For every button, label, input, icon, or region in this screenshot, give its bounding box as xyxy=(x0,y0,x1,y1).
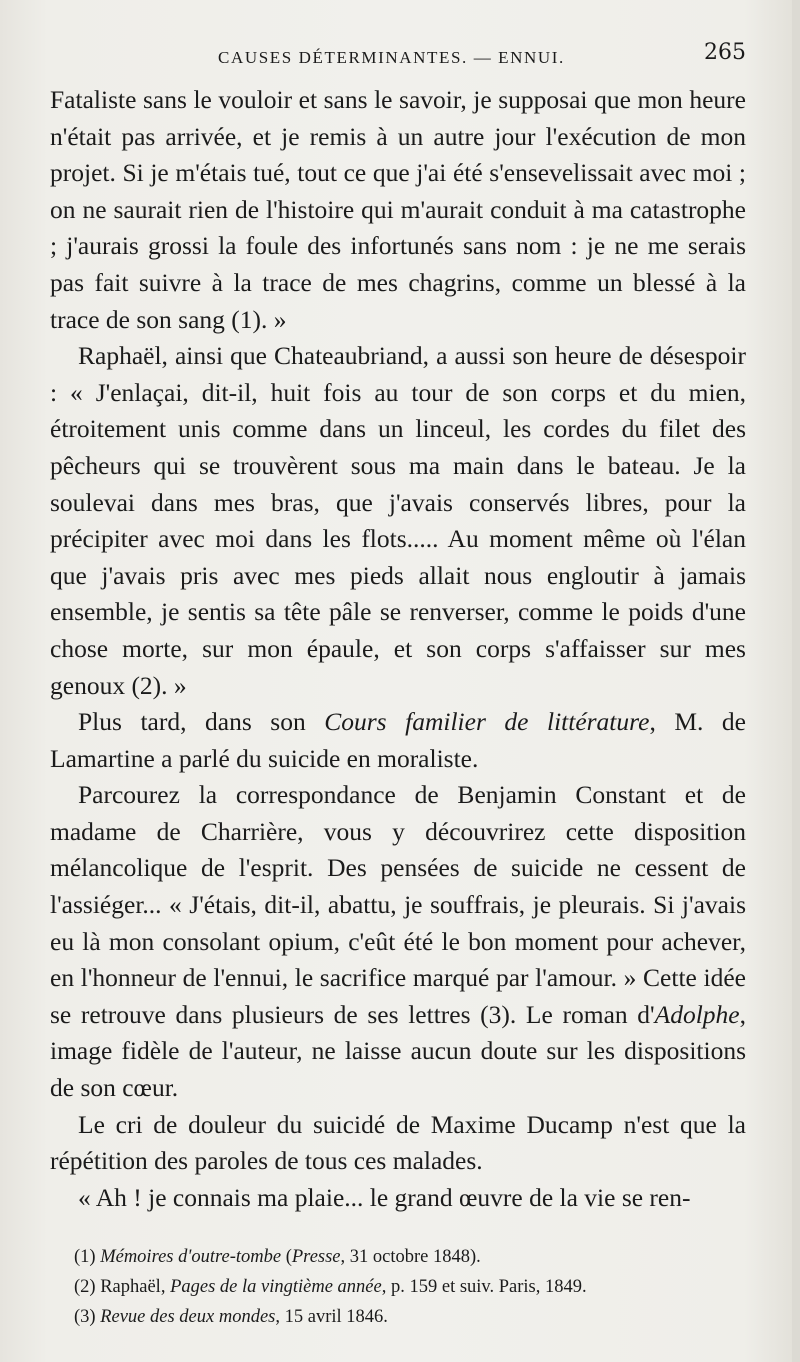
body-text xyxy=(50,82,746,1216)
paragraph: « Ah ! je connais ma plaie... le grand œuvre de la vie se ren- xyxy=(78,1182,691,1212)
paragraph: Plus tard, dans son Cours familier de littérature, M. de Lamartine a parlé du suicide en moraliste. xyxy=(50,707,746,773)
italic-title: Cours familier de littérature xyxy=(324,707,650,737)
footnote: (2) Raphaël, Pages de la vingtième année, p. 159 et suiv. Paris, 1849. xyxy=(74,1277,587,1297)
page-number: 265 xyxy=(704,40,746,65)
paragraph: Le cri de douleur du suicidé de Maxime Ducamp n'est que la répétition des paroles de tous ces malades. xyxy=(50,1109,746,1176)
paragraph: Fataliste sans le vouloir et sans le savoir, je supposai que mon heure n'était pas arrivée, et je remis à un autre jour l'exécution de mon projet. Si je m'étais tué, tout ce que j'ai été s'ensevelissait avec moi ; on ne saurait rien de l'histoire qui m'aurait conduit à ma catastrophe ; j'aurais grossi la foule des infortunés sans nom : je ne me serais pas fait suivre à la trace de mes chagrins, comme un blessé à la trace de son sang (1). » xyxy=(50,85,746,334)
footnote: (3) Revue des deux mondes, 15 avril 1846. xyxy=(74,1307,388,1327)
footnote: (1) Mémoires d'outre-tombe (Presse, 31 octobre 1848). xyxy=(74,1247,481,1267)
italic-title: Adolphe xyxy=(654,999,740,1029)
running-title: CAUSES DÉTERMINANTES. — ENNUI. xyxy=(218,48,565,67)
page-header xyxy=(50,40,746,74)
paragraph: Raphaël, ainsi que Chateaubriand, a aussi son heure de désespoir : « J'enlaçai, dit-il, huit fois au tour de son corps et du mien, étroitement unis comme dans un linceul, les cordes du filet des pêcheurs qui se trouvèrent sous ma main dans le bateau. Je la soulevai dans mes bras, que j'avais conservés libres, pour la précipiter avec moi dans les flots..... Au moment même où l'élan que j'avais pris avec mes pieds allait nous engloutir à jamais ensemble, je sentis sa tête pâle se renverser, comme le poids d'une chose morte, sur mon épaule, et son corps s'affaisser sur mes genoux (2). » xyxy=(50,341,746,700)
footnotes xyxy=(74,1242,746,1332)
paragraph: Parcourez la correspondance de Benjamin Constant et de madame de Charrière, vous y découvrirez cette disposition mélancolique de l'esprit. Des pensées de suicide ne cessent de l'assiéger... « J'étais, dit-il, abattu, je souffrais, je pleurais. Si j'avais eu là mon consolant opium, c'eût été le bon moment pour achever, en l'honneur de l'ennui, le sacrifice marqué par l'amour. » Cette idée se retrouve dans plusieurs de ses lettres (3). Le roman d'Adolphe, image fidèle de l'auteur, ne laisse aucun doute sur les dispositions de son cœur. xyxy=(50,780,746,1103)
